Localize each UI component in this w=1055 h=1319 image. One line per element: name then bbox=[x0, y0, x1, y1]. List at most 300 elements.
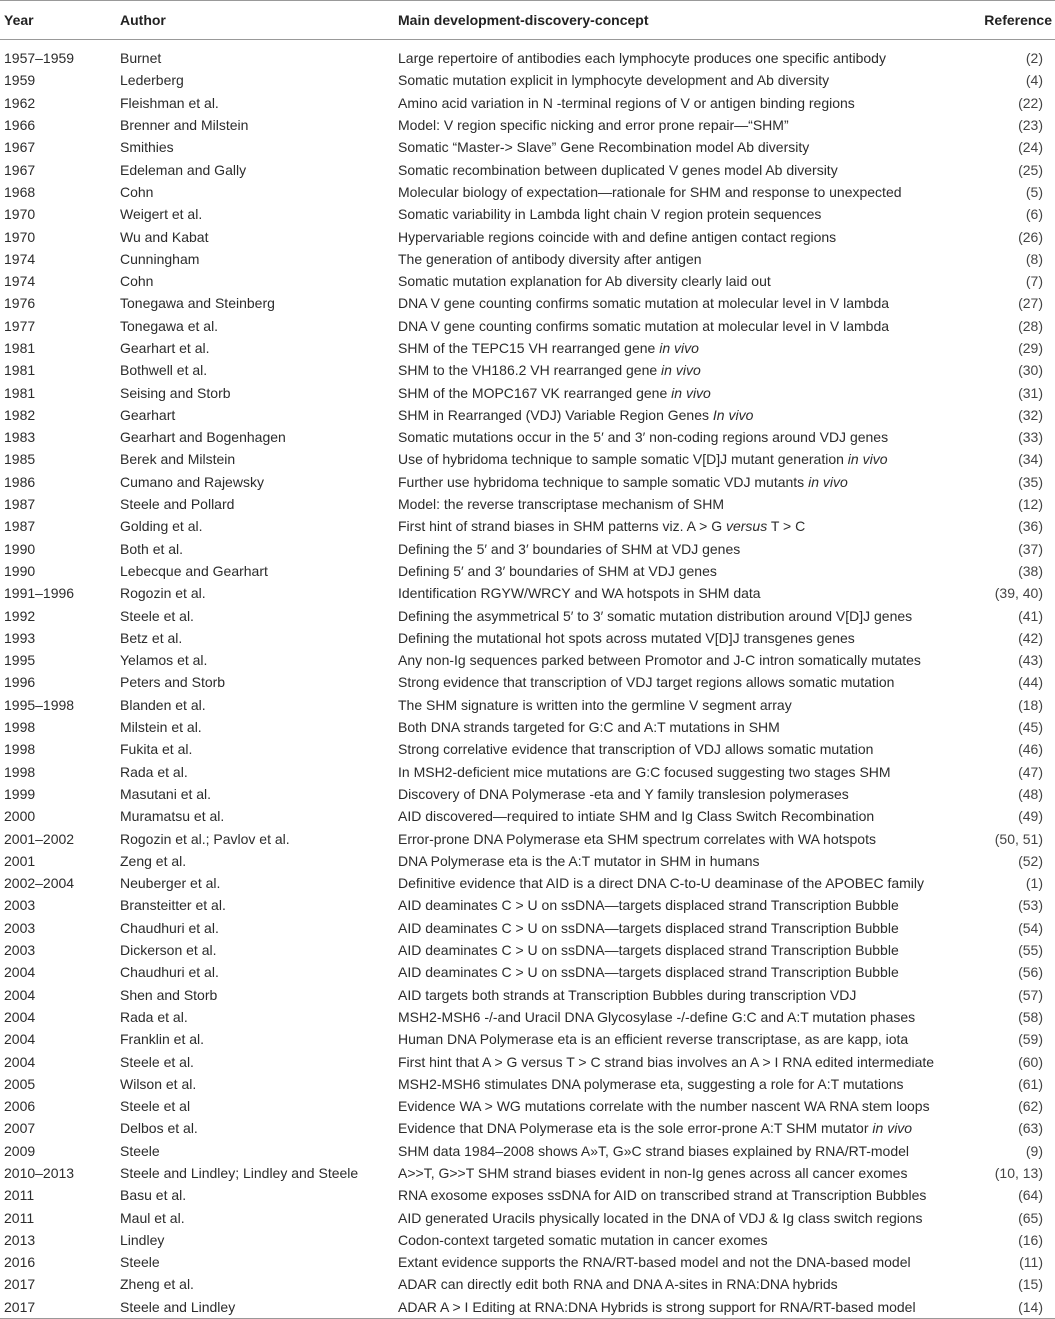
cell-concept bbox=[394, 359, 965, 381]
cell-reference: (55) bbox=[1018, 942, 1043, 959]
table-body bbox=[0, 40, 1055, 1319]
concept-text: Defining the 5′ and 3′ boundaries of SHM at VDJ genes bbox=[398, 540, 741, 557]
cell-year: 2017 bbox=[0, 1296, 116, 1319]
cell-concept bbox=[394, 671, 965, 693]
concept-text: Human DNA Polymerase eta is an efficient reverse transcriptase, as are kapp, iota bbox=[398, 1031, 909, 1048]
cell-author: Cohn bbox=[120, 273, 154, 290]
concept-text: AID deaminates C > U on ssDNA—targets displaced strand Transcription Bubble bbox=[398, 964, 899, 981]
cell-concept bbox=[394, 136, 965, 158]
cell-author: Rada et al. bbox=[120, 763, 188, 780]
cell-reference: (24) bbox=[1018, 139, 1043, 156]
cell-year: 2009 bbox=[4, 1142, 36, 1159]
cell-reference: (39, 40) bbox=[994, 585, 1043, 602]
cell-author: Delbos et al. bbox=[120, 1120, 198, 1137]
concept-text: Extant evidence supports the RNA/RT-based model and not the DNA-based model bbox=[398, 1254, 911, 1271]
cell-year: 2013 bbox=[4, 1231, 36, 1248]
table-row bbox=[0, 783, 1055, 805]
table-row bbox=[0, 1140, 1055, 1162]
cell-author: Steele and Pollard bbox=[120, 496, 235, 513]
cell-concept bbox=[394, 1117, 965, 1139]
concept-text: AID deaminates C > U on ssDNA—targets displaced strand Transcription Bubble bbox=[398, 942, 899, 959]
header-year: Year bbox=[0, 1, 116, 40]
table-row bbox=[0, 1117, 1055, 1139]
cell-concept bbox=[394, 225, 965, 247]
concept-text: SHM data 1984–2008 shows A»T, G»C strand biases explained by RNA/RT-model bbox=[398, 1142, 910, 1159]
concept-text: Any non-Ig sequences parked between Promotor and J-C intron somatically mutates bbox=[398, 652, 921, 669]
cell-concept bbox=[394, 939, 965, 961]
cell-author: Rogozin et al. bbox=[120, 585, 206, 602]
cell-reference: (45) bbox=[1018, 719, 1043, 736]
cell-author: Peters and Storb bbox=[120, 674, 226, 691]
table-row bbox=[0, 404, 1055, 426]
cell-year: 1995 bbox=[4, 652, 36, 669]
cell-concept bbox=[394, 40, 965, 70]
cell-year: 1992 bbox=[4, 607, 36, 624]
cell-concept bbox=[394, 917, 965, 939]
cell-author: Bothwell et al. bbox=[120, 362, 208, 379]
concept-italic: in vivo bbox=[808, 473, 848, 490]
cell-concept bbox=[394, 983, 965, 1005]
cell-concept bbox=[394, 1251, 965, 1273]
cell-author: Burnet bbox=[120, 50, 162, 67]
cell-concept bbox=[394, 1028, 965, 1050]
cell-author: Steele and Lindley bbox=[116, 1296, 394, 1319]
cell-author: Tonegawa et al. bbox=[120, 317, 219, 334]
concept-italic: in vivo bbox=[661, 362, 701, 379]
cell-concept bbox=[394, 1273, 965, 1295]
concept-text: AID deaminates C > U on ssDNA—targets displaced strand Transcription Bubble bbox=[398, 897, 899, 914]
cell-year: 1962 bbox=[4, 94, 36, 111]
cell-reference: (27) bbox=[1018, 295, 1043, 312]
concept-text: The generation of antibody diversity after antigen bbox=[398, 250, 702, 267]
cell-concept bbox=[394, 1296, 965, 1319]
cell-author: Both et al. bbox=[120, 540, 184, 557]
cell-reference: (29) bbox=[1018, 340, 1043, 356]
cell-reference: (42) bbox=[1018, 629, 1043, 646]
concept-text: Evidence WA > WG mutations correlate with the number nascent WA RNA stem loops bbox=[398, 1098, 930, 1115]
cell-concept bbox=[394, 292, 965, 314]
cell-reference: (63) bbox=[1018, 1120, 1043, 1137]
concept-text: RNA exosome exposes ssDNA for AID on transcribed strand at Transcription Bubbles bbox=[398, 1187, 927, 1204]
cell-reference: (41) bbox=[1018, 607, 1043, 624]
cell-author: Berek and Milstein bbox=[120, 451, 236, 468]
cell-concept bbox=[394, 582, 965, 604]
cell-year: 1998 bbox=[4, 719, 36, 736]
concept-text: First hint of strand biases in SHM patterns viz. A > G bbox=[398, 518, 726, 535]
table-row bbox=[0, 1006, 1055, 1028]
table-row bbox=[0, 493, 1055, 515]
cell-year: 1982 bbox=[4, 406, 36, 423]
concept-text: Evidence that DNA Polymerase eta is the sole error-prone A:T SHM mutator bbox=[398, 1120, 873, 1137]
cell-reference: (60) bbox=[1018, 1053, 1043, 1070]
table-row bbox=[0, 1028, 1055, 1050]
concept-text: Somatic mutation explicit in lymphocyte development and Ab diversity bbox=[398, 72, 830, 89]
concept-text: SHM in Rearranged (VDJ) Variable Region Genes bbox=[398, 406, 713, 423]
cell-author: Bransteitter et al. bbox=[120, 897, 226, 914]
table-row bbox=[0, 894, 1055, 916]
cell-reference: (65) bbox=[1018, 1209, 1043, 1226]
concept-text: Further use hybridoma technique to sample somatic VDJ mutants bbox=[398, 473, 809, 490]
concept-italic: in vivo bbox=[872, 1120, 913, 1137]
cell-year: 1985 bbox=[4, 451, 36, 468]
header-author: Author bbox=[116, 1, 394, 40]
cell-year: 1998 bbox=[4, 741, 36, 758]
cell-author: Fleishman et al. bbox=[120, 94, 219, 111]
table-row bbox=[0, 359, 1055, 381]
table-row bbox=[0, 181, 1055, 203]
cell-year: 2001 bbox=[4, 852, 36, 869]
table-row bbox=[0, 1273, 1055, 1295]
cell-author: Seising and Storb bbox=[120, 384, 231, 401]
cell-reference: (7) bbox=[1025, 273, 1043, 290]
cell-concept bbox=[394, 560, 965, 582]
table-row bbox=[0, 538, 1055, 560]
concept-text: The SHM signature is written into the germline V segment array bbox=[398, 696, 792, 713]
cell-concept bbox=[394, 114, 965, 136]
cell-concept bbox=[394, 203, 965, 225]
concept-text: SHM of the TEPC15 VH rearranged gene bbox=[398, 340, 660, 356]
table-row bbox=[0, 1162, 1055, 1184]
table-row bbox=[0, 381, 1055, 403]
table-row bbox=[0, 515, 1055, 537]
cell-author: Muramatsu et al. bbox=[120, 808, 225, 825]
cell-year: 2011 bbox=[4, 1187, 35, 1204]
cell-reference: (44) bbox=[1018, 674, 1043, 691]
cell-reference: (35) bbox=[1018, 473, 1043, 490]
cell-year: 1974 bbox=[4, 273, 36, 290]
table-row bbox=[0, 158, 1055, 180]
concept-text: MSH2-MSH6 -/-and Uracil DNA Glycosylase -/-define G:C and A:T mutation phases bbox=[398, 1008, 916, 1025]
cell-author: Basu et al. bbox=[120, 1187, 187, 1204]
header-row bbox=[0, 1, 1055, 40]
cell-author: Cohn bbox=[120, 183, 154, 200]
cell-reference: (4) bbox=[1025, 72, 1043, 89]
cell-year: 1990 bbox=[4, 562, 36, 579]
cell-author: Steele and Lindley; Lindley and Steele bbox=[120, 1164, 359, 1181]
cell-year: 1983 bbox=[4, 429, 36, 446]
concept-text: Defining the mutational hot spots across mutated V[D]J transgenes genes bbox=[398, 629, 855, 646]
table-row bbox=[0, 337, 1055, 359]
concept-italic: in vivo bbox=[847, 451, 888, 468]
concept-text: DNA Polymerase eta is the A:T mutator in SHM in humans bbox=[398, 852, 760, 869]
cell-year: 1981 bbox=[4, 340, 36, 356]
concept-text: MSH2-MSH6 stimulates DNA polymerase eta, suggesting a role for A:T mutations bbox=[398, 1075, 904, 1092]
table-row bbox=[0, 1184, 1055, 1206]
table-row bbox=[0, 582, 1055, 604]
table-row bbox=[0, 805, 1055, 827]
cell-reference: (15) bbox=[1018, 1276, 1043, 1293]
concept-italic: versus bbox=[725, 518, 768, 535]
cell-author: Lederberg bbox=[120, 72, 184, 89]
concept-text: Somatic mutations occur in the 5′ and 3′ non-coding regions around VDJ genes bbox=[398, 429, 889, 446]
cell-author: Dickerson et al. bbox=[120, 942, 217, 959]
concept-text: DNA V gene counting confirms somatic mutation at molecular level in V lambda bbox=[398, 295, 890, 312]
table-row bbox=[0, 225, 1055, 247]
cell-concept bbox=[394, 872, 965, 894]
cell-author: Smithies bbox=[120, 139, 174, 156]
cell-author: Milstein et al. bbox=[120, 719, 202, 736]
cell-year: 1991–1996 bbox=[4, 585, 75, 602]
cell-concept bbox=[394, 158, 965, 180]
cell-concept bbox=[394, 1184, 965, 1206]
cell-concept bbox=[394, 805, 965, 827]
cell-year: 2005 bbox=[4, 1075, 36, 1092]
concept-italic: In vivo bbox=[712, 406, 754, 423]
concept-text: Somatic recombination between duplicated V genes model Ab diversity bbox=[398, 161, 838, 178]
cell-reference: (46) bbox=[1018, 741, 1043, 758]
cell-author: Steele bbox=[120, 1142, 160, 1159]
concept-text: Model: the reverse transcriptase mechanism of SHM bbox=[398, 496, 725, 513]
concept-text: Hypervariable regions coincide with and define antigen contact regions bbox=[398, 228, 837, 245]
table-row bbox=[0, 694, 1055, 716]
table-row bbox=[0, 471, 1055, 493]
table-row bbox=[0, 292, 1055, 314]
cell-reference: (1) bbox=[1025, 875, 1043, 892]
concept-text: Definitive evidence that AID is a direct DNA C-to-U deaminase of the APOBEC family bbox=[398, 875, 925, 892]
cell-reference: (36) bbox=[1018, 518, 1043, 535]
table-row bbox=[0, 1095, 1055, 1117]
table-row bbox=[0, 604, 1055, 626]
cell-reference: (64) bbox=[1018, 1187, 1043, 1204]
cell-author: Shen and Storb bbox=[120, 986, 218, 1003]
cell-reference: (30) bbox=[1018, 362, 1043, 379]
table-row bbox=[0, 961, 1055, 983]
cell-year: 2010–2013 bbox=[4, 1164, 75, 1181]
cell-reference: (14) bbox=[965, 1296, 1055, 1319]
cell-reference: (8) bbox=[1025, 250, 1043, 267]
cell-year: 2004 bbox=[4, 1053, 36, 1070]
cell-reference: (62) bbox=[1018, 1098, 1043, 1115]
cell-year: 1968 bbox=[4, 183, 36, 200]
concept-text: Codon-context targeted somatic mutation in cancer exomes bbox=[398, 1231, 768, 1248]
table-row bbox=[0, 315, 1055, 337]
table-row bbox=[0, 1229, 1055, 1251]
cell-author: Neuberger et al. bbox=[120, 875, 221, 892]
cell-concept bbox=[394, 1206, 965, 1228]
cell-concept bbox=[394, 1073, 965, 1095]
cell-year: 1974 bbox=[4, 250, 36, 267]
table-row bbox=[0, 1206, 1055, 1228]
table-row bbox=[0, 738, 1055, 760]
concept-text: Somatic “Master-> Slave” Gene Recombination model Ab diversity bbox=[398, 139, 810, 156]
cell-concept bbox=[394, 1050, 965, 1072]
cell-concept bbox=[394, 181, 965, 203]
cell-year: 2002–2004 bbox=[4, 875, 75, 892]
cell-concept bbox=[394, 426, 965, 448]
concept-text: Model: V region specific nicking and error prone repair—“SHM” bbox=[398, 117, 789, 134]
concept-text: Strong correlative evidence that transcription of VDJ allows somatic mutation bbox=[398, 741, 874, 758]
cell-reference: (11) bbox=[1019, 1254, 1043, 1271]
concept-text: AID discovered—required to intiate SHM and Ig Class Switch Recombination bbox=[398, 808, 875, 825]
cell-year: 2006 bbox=[4, 1098, 36, 1115]
cell-author: Fukita et al. bbox=[120, 741, 193, 758]
table-row bbox=[0, 1296, 1055, 1319]
concept-text: Large repertoire of antibodies each lymphocyte produces one specific antibody bbox=[398, 50, 886, 67]
concept-text: Both DNA strands targeted for G:C and A:T mutations in SHM bbox=[398, 719, 780, 736]
cell-author: Tonegawa and Steinberg bbox=[120, 295, 275, 312]
concept-text: SHM of the MOPC167 VK rearranged gene bbox=[398, 384, 672, 401]
cell-year: 1990 bbox=[4, 540, 36, 557]
cell-year: 1959 bbox=[4, 72, 36, 89]
cell-concept bbox=[394, 850, 965, 872]
cell-author: Weigert et al. bbox=[120, 206, 203, 223]
cell-reference: (56) bbox=[1018, 964, 1043, 981]
cell-concept bbox=[394, 627, 965, 649]
cell-concept bbox=[394, 538, 965, 560]
cell-concept bbox=[394, 761, 965, 783]
cell-reference: (25) bbox=[1018, 161, 1043, 178]
cell-year: 1967 bbox=[4, 139, 36, 156]
cell-concept bbox=[394, 1006, 965, 1028]
cell-author: Brenner and Milstein bbox=[120, 117, 249, 134]
table-row bbox=[0, 448, 1055, 470]
cell-concept bbox=[394, 716, 965, 738]
table-row bbox=[0, 426, 1055, 448]
table-row bbox=[0, 1050, 1055, 1072]
cell-concept bbox=[394, 738, 965, 760]
cell-year: 1970 bbox=[4, 206, 36, 223]
cell-year: 2004 bbox=[4, 964, 36, 981]
cell-reference: (50, 51) bbox=[994, 830, 1043, 847]
cell-reference: (37) bbox=[1018, 540, 1043, 557]
cell-author: Edeleman and Gally bbox=[120, 161, 247, 178]
cell-year: 1999 bbox=[4, 785, 36, 802]
cell-author: Steele et al. bbox=[120, 607, 194, 624]
cell-year: 2001–2002 bbox=[4, 830, 75, 847]
cell-reference: (48) bbox=[1018, 785, 1043, 802]
cell-reference: (2) bbox=[1025, 50, 1043, 67]
table-row bbox=[0, 827, 1055, 849]
cell-reference: (10, 13) bbox=[994, 1164, 1043, 1181]
cell-author: Yelamos et al. bbox=[120, 652, 208, 669]
table-row bbox=[0, 939, 1055, 961]
cell-author: Rogozin et al.; Pavlov et al. bbox=[120, 830, 290, 847]
concept-text: Error-prone DNA Polymerase eta SHM spectrum correlates with WA hotspots bbox=[398, 830, 876, 847]
cell-concept bbox=[394, 1095, 965, 1117]
table-row bbox=[0, 761, 1055, 783]
cell-year: 2016 bbox=[4, 1254, 36, 1271]
concept-text: DNA V gene counting confirms somatic mutation at molecular level in V lambda bbox=[398, 317, 890, 334]
concept-text: First hint that A > G versus T > C strand bias involves an A > I RNA edited intermediate bbox=[398, 1053, 935, 1070]
table-row bbox=[0, 92, 1055, 114]
cell-author: Cunningham bbox=[120, 250, 200, 267]
table-row bbox=[0, 850, 1055, 872]
cell-concept bbox=[394, 337, 965, 359]
table-row bbox=[0, 203, 1055, 225]
cell-author: Steele bbox=[120, 1254, 160, 1271]
cell-year: 2017 bbox=[4, 1276, 36, 1293]
cell-reference: (9) bbox=[1025, 1142, 1043, 1159]
cell-year: 2007 bbox=[4, 1120, 36, 1137]
table-row bbox=[0, 136, 1055, 158]
table-row bbox=[0, 716, 1055, 738]
cell-author: Gearhart and Bogenhagen bbox=[120, 429, 286, 446]
cell-year: 2003 bbox=[4, 897, 36, 914]
cell-concept bbox=[394, 694, 965, 716]
cell-year: 2011 bbox=[4, 1209, 35, 1226]
cell-author: Cumano and Rajewsky bbox=[120, 473, 264, 490]
cell-year: 1967 bbox=[4, 161, 36, 178]
cell-concept bbox=[394, 69, 965, 91]
cell-reference: (53) bbox=[1018, 897, 1043, 914]
cell-year: 1981 bbox=[4, 362, 36, 379]
concept-text: Amino acid variation in N -terminal regions of V or antigen binding regions bbox=[398, 94, 855, 111]
cell-reference: (18) bbox=[1018, 696, 1043, 713]
cell-concept bbox=[394, 381, 965, 403]
cell-year: 1987 bbox=[4, 518, 36, 535]
concept-text: AID generated Uracils physically located in the DNA of VDJ & Ig class switch regions bbox=[398, 1209, 923, 1226]
cell-year: 2003 bbox=[4, 919, 36, 936]
cell-concept bbox=[394, 270, 965, 292]
table-row bbox=[0, 560, 1055, 582]
table-row bbox=[0, 270, 1055, 292]
cell-year: 1986 bbox=[4, 473, 36, 490]
concept-text: Molecular biology of expectation—rationale for SHM and response to unexpected bbox=[398, 183, 902, 200]
cell-concept bbox=[394, 1229, 965, 1251]
cell-reference: (28) bbox=[1018, 317, 1043, 334]
cell-reference: (61) bbox=[1018, 1075, 1043, 1092]
cell-author: Lindley bbox=[120, 1231, 165, 1248]
cell-reference: (52) bbox=[1018, 852, 1043, 869]
cell-concept bbox=[394, 92, 965, 114]
cell-reference: (26) bbox=[1018, 228, 1043, 245]
table-row bbox=[0, 983, 1055, 1005]
cell-author: Lebecque and Gearhart bbox=[120, 562, 268, 579]
cell-concept bbox=[394, 1162, 965, 1184]
cell-reference: (54) bbox=[1018, 919, 1043, 936]
table-row bbox=[0, 917, 1055, 939]
cell-author: Chaudhuri et al. bbox=[120, 919, 219, 936]
concept-text: Strong evidence that transcription of VDJ target regions allows somatic mutation bbox=[398, 674, 895, 691]
cell-concept bbox=[394, 783, 965, 805]
concept-italic: in vivo bbox=[671, 384, 711, 401]
cell-author: Zheng et al. bbox=[120, 1276, 194, 1293]
cell-year: 1998 bbox=[4, 763, 36, 780]
cell-author: Masutani et al. bbox=[120, 785, 212, 802]
cell-year: 2004 bbox=[4, 1008, 36, 1025]
cell-concept bbox=[394, 515, 965, 537]
cell-reference: (6) bbox=[1025, 206, 1043, 223]
cell-author: Chaudhuri et al. bbox=[120, 964, 219, 981]
cell-reference: (16) bbox=[1018, 1231, 1043, 1248]
header-reference: Reference bbox=[965, 1, 1055, 40]
table-row bbox=[0, 40, 1055, 70]
cell-concept bbox=[394, 894, 965, 916]
cell-reference: (43) bbox=[1018, 652, 1043, 669]
cell-year: 1995–1998 bbox=[4, 696, 75, 713]
cell-concept bbox=[394, 1140, 965, 1162]
concept-text: A>>T, G>>T SHM strand biases evident in non-Ig genes across all cancer exomes bbox=[398, 1164, 908, 1181]
cell-concept bbox=[394, 404, 965, 426]
concept-italic: in vivo bbox=[659, 340, 699, 356]
concept-text-after: T > C bbox=[767, 518, 806, 535]
concept-text: ADAR can directly edit both RNA and DNA A-sites in RNA:DNA hybrids bbox=[398, 1276, 838, 1293]
table-row bbox=[0, 1251, 1055, 1273]
table-row bbox=[0, 627, 1055, 649]
cell-year: 2000 bbox=[4, 808, 36, 825]
cell-reference: (32) bbox=[1018, 406, 1043, 423]
concept-text: Defining 5′ and 3′ boundaries of SHM at VDJ genes bbox=[398, 562, 717, 579]
cell-reference: (5) bbox=[1025, 183, 1043, 200]
cell-concept bbox=[394, 649, 965, 671]
cell-year: 2004 bbox=[4, 986, 36, 1003]
table-row bbox=[0, 248, 1055, 270]
concept-text: AID targets both strands at Transcription Bubbles during transcription VDJ bbox=[398, 986, 857, 1003]
cell-year: 1993 bbox=[4, 629, 36, 646]
table-row bbox=[0, 649, 1055, 671]
cell-author: Gearhart bbox=[120, 406, 176, 423]
cell-year: 2004 bbox=[4, 1031, 36, 1048]
